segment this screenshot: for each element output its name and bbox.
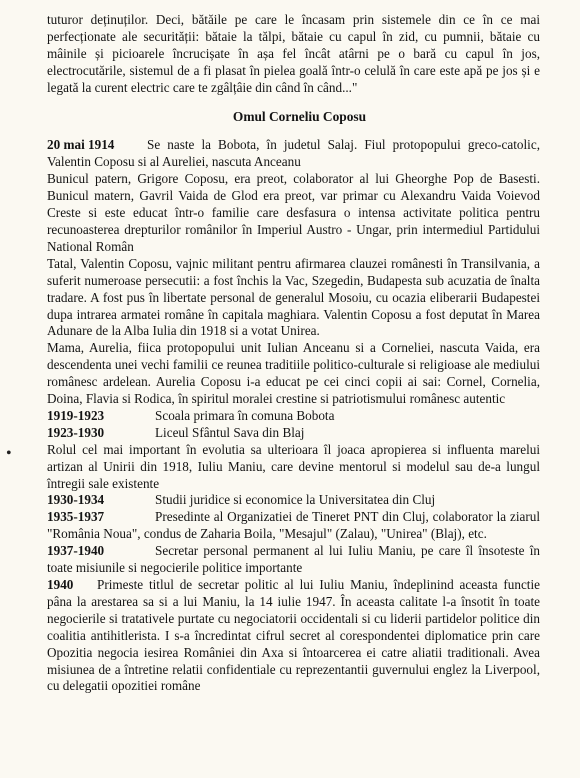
entry-father: Tatal, Valentin Coposu, vajnic militant pentru afirmarea clauzei românesti în Transilvania, a suferit numeroase persecutii: a fost închis la Vac, Szegedin, Budapesta sub acuzatia de înalta tradare. A fost pus în libertate personal de generalul Mosoiu, cu ocazia eliberarii Budapestei dupa intrarea armatei române în capitala maghiara. Valentin Coposu a fost deputat în Marea Adunare de la Alba Iulia din 1918 si a votat Unirea.: [47, 255, 540, 339]
entry-1930-1934: [47, 492, 540, 509]
entry-1919-1923: [47, 408, 540, 425]
section-heading: Omul Corneliu Coposu: [232, 108, 367, 124]
entry-text: Scoala primara în comuna Bobota: [155, 407, 335, 423]
entry-text: Studii juridice si economice la Universitatea din Cluj: [155, 492, 436, 508]
entry-mother: Mama, Aurelia, fiica protopopului unit Iulian Anceanu si a Corneliei, nascuta Vaida, era descendenta unei vechi familii ce reunea traditiile politico-culturale si religioase ale mediului românesc ardelean. Aurelia Coposu i-a educat pe cei cinci copii ai sai: Cornel, Cornelia, Doina, Flavia si Rodica, în spiritul moralei crestine si patriotismului românesc autentic: [47, 340, 540, 407]
entry-1940: [47, 577, 540, 695]
entry-1914: [47, 137, 540, 171]
entry-date: 1930-1934: [47, 492, 105, 508]
entry-text: Liceul Sfântul Sava din Blaj: [155, 424, 305, 440]
intro-paragraph: tuturor deținuților. Deci, bătăile pe care le încasam prin sistemele din ce în ce mai perfecționate ale securității: bătaie la tălpi, bătaie cu capul în zid, cu pumnii, bătaie cu mâinile și picioarele încrucișate în așa fel încât atârni pe o bară cu capul în jos, electrocutările, sistemul de a fi plasat în pielea goală într-o celulă în care este apă pe jos și e legată la curent electric care te zgâlțâie din când în când...": [47, 12, 540, 95]
entry-text: Secretar personal permanent al lui Iuliu Maniu, pe care îl însoteste în toate misiunile si negocierile politice importante: [47, 543, 540, 576]
entry-date: 1940: [47, 577, 74, 592]
margin-dot-mark: •: [6, 445, 12, 462]
entry-text: Se naste la Bobota, în judetul Salaj. Fiul protopopului greco-catolic, Valentin Coposu si al Aureliei, nascuta Anceanu: [47, 137, 540, 170]
entry-date: 1935-1937: [47, 509, 105, 525]
entry-date: 1937-1940: [47, 543, 105, 559]
entry-text: Presedinte al Organizatiei de Tineret PNT din Cluj, colaborator la ziarul "România Noua", condus de Zaharia Boila, "Mesajul" (Zalau), "Unirea" (Blaj), etc.: [47, 509, 540, 542]
entry-1935-1937: [47, 509, 540, 543]
entry-1937-1940: [47, 543, 540, 577]
entry-1923-1930: [47, 425, 540, 442]
entry-paternal-grandfather: Bunicul patern, Grigore Coposu, era preot, colaborator al lui Gheorghe Pop de Basesti. Bunicul matern, Gavril Vaida de Glod era preot, var primar cu Alexandru Vaida Voievod Creste si este educat într-o familie care desfasura o intensa activitate politica pentru recunoasterea drepturilor românilor în Imperiul Austro - Ungar, prin intermediul Partidului National Român: [47, 171, 540, 254]
entry-date: 1923-1930: [47, 424, 105, 440]
entry-text: Primeste titlul de secretar politic al lui Iuliu Maniu, îndeplinind aceasta functie pâna la arestarea sa si a lui Maniu, la 14 iulie 1947. În aceasta calitate l-a însotit în toate negocierile si tratativele purtate cu negociatorii occidentali si cu liderii partidelor politice din coalitia antihitlerista. I s-a încredintat cifrul secret al corespondentei diplomatice prin care Opozitia negocia iesirea României din Axa si întoarcerea ei catre aliatii traditionali. Avea misiunea de a întretine relatii confidentiale cu reprezentantii guvernului englez la Liverpool, cu delegatii opozitiei române: [47, 577, 540, 694]
entry-date: 20 mai 1914: [47, 137, 115, 153]
entry-date: 1919-1923: [47, 407, 105, 423]
entry-maniu-influence: Rolul cel mai important în evolutia sa ulterioara îl joaca apropierea si influenta marelui artizan al Unirii din 1918, Iuliu Maniu, care devine mentorul si modelul sau de-a lungul întregii sale existente: [47, 441, 540, 491]
